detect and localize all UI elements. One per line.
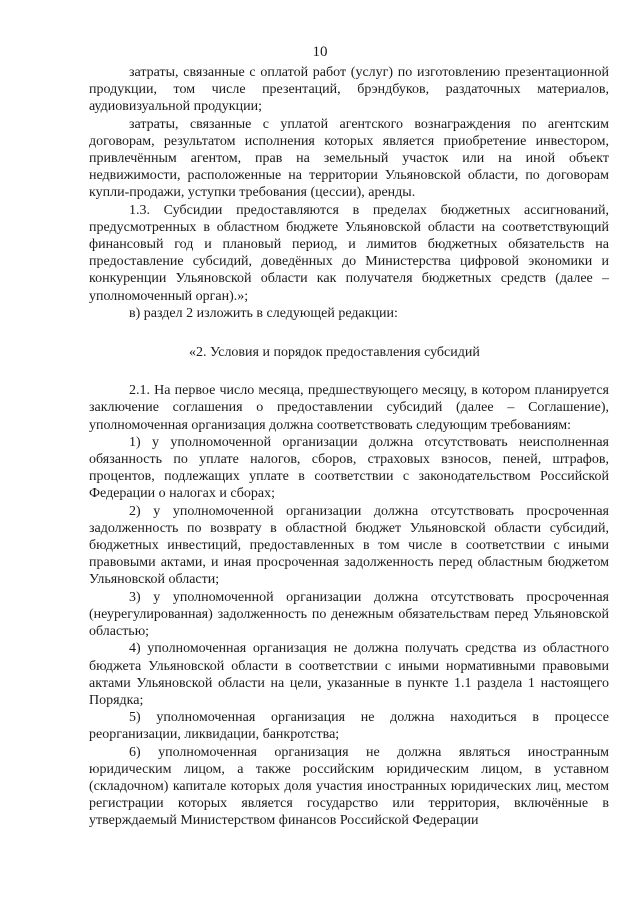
list-item: 1) у уполномоченной организации должна отсутствовать неисполненная обязанность по уплате налогов, сборов, страховых взносов, пеней, штрафов, процентов, подлежащих уплате в соответствии с законодательством Российской Федерации о налогах и сборах; [89,434,609,502]
paragraph: затраты, связанные с оплатой работ (услуг) по изготовлению презентационной продукции, том числе презентаций, брэндбуков, раздаточных материалов, аудиовизуальной продукции; [89,65,609,115]
list-item: 6) уполномоченная организация не должна являться иностранным юридическим лицом, а также российским юридическим лицом, в уставном (складочном) капитале которых доля участия иностранных юридических лиц, местом регистрации которых является государство или территория, включённые в утверждаемый Министерством финансов Российской Федерации [89,744,609,829]
list-item: 3) у уполномоченной организации должна отсутствовать просроченная (неурегулированная) задолженность по денежным обязательствам перед Ульяновской областью; [89,589,609,640]
paragraph: в) раздел 2 изложить в следующей редакции: [129,305,398,321]
list-item: 2) у уполномоченной организации должна отсутствовать просроченная задолженность по возврату в областной бюджет Ульяновской области субсидий, бюджетных инвестиций, предоставленных в том числе в соответствии с иными правовыми актами, и иная просроченная задолженность перед областным бюджетом Ульяновской области; [89,503,609,588]
paragraph: 2.1. На первое число месяца, предшествующего месяцу, в котором планируется заключение соглашения о предоставлении субсидий (далее – Соглашение), уполномоченная организация должна соответствовать следующим требованиям: [89,383,609,433]
list-item: 5) уполномоченная организация не должна находиться в процессе реорганизации, ликвидации, банкротства; [89,710,609,743]
list-item: 4) уполномоченная организация не должна получать средства из областного бюджета Ульяновской области в соответствии с иными нормативными правовыми актами Ульяновской области на цели, указанные в пункте 1.1 раздела 1 настоящего Порядка; [89,641,609,708]
document-body [89,64,609,830]
section-heading: «2. Условия и порядок предоставления субсидий [189,345,480,361]
paragraph: затраты, связанные с уплатой агентского вознаграждения по агентским договорам, результатом исполнения которых является приобретение инвестором, привлечённым агентом, прав на земельный участок или на иной объект недвижимости, расположенные на территории Ульяновской области, по договорам купли-продажи, уступки требования (цессии), аренды. [89,116,609,201]
paragraph: 1.3. Субсидии предоставляются в пределах бюджетных ассигнований, предусмотренных в областном бюджете Ульяновской области на соответствующий финансовый год и плановый период, и лимитов бюджетных обязательств на предоставление субсидий, доведённых до Министерства цифровой экономики и конкуренции Ульяновской области как получателя бюджетных средств (далее – уполномоченный орган).»; [89,202,609,304]
page-number: 10 [312,44,328,60]
